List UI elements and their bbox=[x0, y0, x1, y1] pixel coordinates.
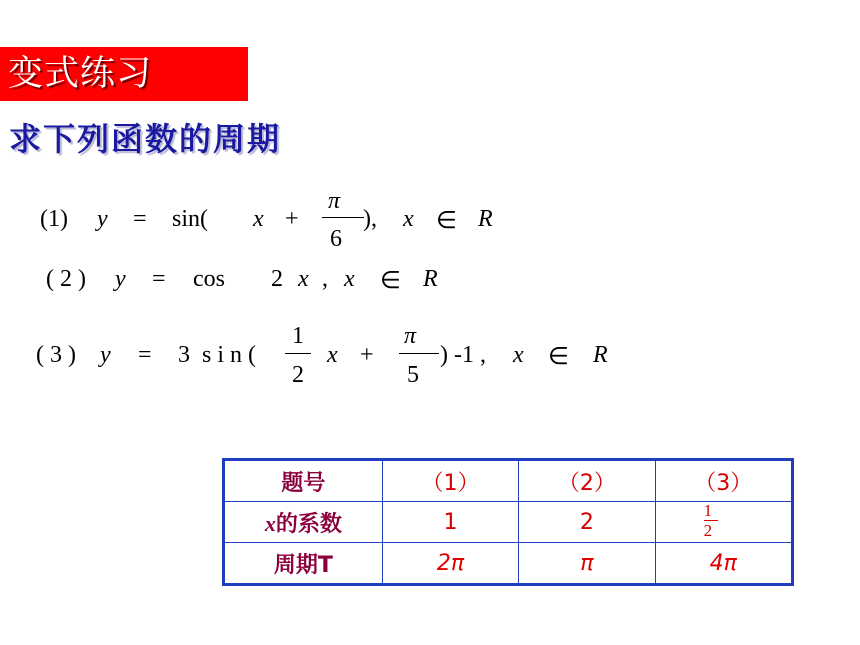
period-value-3: 4π bbox=[655, 543, 792, 585]
eq3-label: ( 3 ) bbox=[36, 342, 76, 368]
period-value-2: π bbox=[519, 543, 655, 585]
eq1-equals: = bbox=[133, 206, 147, 232]
period-table bbox=[222, 458, 794, 586]
coefficient-value-2: 2 bbox=[519, 502, 655, 543]
table-header-cell: （2） bbox=[519, 460, 655, 502]
eq1-numerator: π bbox=[328, 188, 341, 214]
eq2-x2: x bbox=[344, 266, 355, 292]
eq1-R: R bbox=[478, 206, 493, 232]
eq1-element-of: ∈ bbox=[436, 208, 457, 234]
eq1-close: ), bbox=[363, 206, 377, 232]
eq2-R: R bbox=[423, 266, 438, 292]
eq3-fraction-bar-1 bbox=[285, 353, 311, 354]
eq3-equals: = bbox=[138, 342, 152, 368]
eq1-denominator: 6 bbox=[330, 226, 342, 252]
eq1-x2: x bbox=[403, 206, 414, 232]
table-header-cell: （3） bbox=[655, 460, 792, 502]
period-value-1: 2π bbox=[382, 543, 518, 585]
coefficient-fraction-num: 1 bbox=[703, 501, 713, 520]
coefficient-label-var: x bbox=[264, 510, 276, 536]
table-row-header bbox=[224, 460, 793, 502]
eq1-label: (1) bbox=[40, 206, 68, 232]
table-header-cell: （1） bbox=[382, 460, 518, 502]
eq2-y: y bbox=[115, 266, 126, 292]
eq3-numerator-2: π bbox=[404, 323, 417, 349]
eq3-R: R bbox=[593, 342, 608, 368]
eq3-x2: x bbox=[513, 342, 524, 368]
eq1-x: x bbox=[253, 206, 264, 232]
coefficient-fraction bbox=[704, 502, 718, 539]
eq2-x: x bbox=[298, 266, 309, 292]
subtitle: 求下列函数的周期 bbox=[9, 120, 282, 158]
coefficient-value-1: 1 bbox=[382, 502, 518, 543]
eq3-plus: + bbox=[360, 342, 374, 368]
coefficient-fraction-den: 2 bbox=[703, 521, 713, 540]
coefficient-label-rest: 的系数 bbox=[275, 511, 342, 537]
eq2-coefficient: 2 bbox=[271, 266, 283, 292]
eq3-x: x bbox=[327, 342, 338, 368]
eq3-denominator-1: 2 bbox=[292, 362, 304, 388]
table-row-period bbox=[224, 543, 793, 585]
table-row-coefficient bbox=[224, 502, 793, 543]
eq3-numerator-1: 1 bbox=[292, 323, 304, 349]
eq1-function: sin( bbox=[172, 206, 208, 232]
eq3-function: 3 s i n ( bbox=[178, 342, 256, 368]
eq2-label: ( 2 ) bbox=[46, 266, 86, 292]
eq1-plus: + bbox=[285, 206, 299, 232]
eq1-y: y bbox=[97, 206, 108, 232]
eq2-equals: = bbox=[152, 266, 166, 292]
coefficient-value-3 bbox=[655, 502, 792, 543]
table-header-cell: 题号 bbox=[224, 460, 383, 502]
eq3-fraction-bar-2 bbox=[399, 353, 439, 354]
eq3-close: ) -1 , bbox=[440, 342, 486, 368]
header-title: 变式练习 bbox=[8, 54, 153, 94]
eq2-comma: , bbox=[322, 266, 328, 292]
eq3-element-of: ∈ bbox=[548, 344, 569, 370]
coefficient-label bbox=[224, 502, 383, 543]
eq2-function: cos bbox=[193, 266, 225, 292]
period-label: 周期T bbox=[224, 543, 383, 585]
eq2-element-of: ∈ bbox=[380, 268, 401, 294]
eq3-denominator-2: 5 bbox=[407, 362, 419, 388]
eq3-y: y bbox=[100, 342, 111, 368]
